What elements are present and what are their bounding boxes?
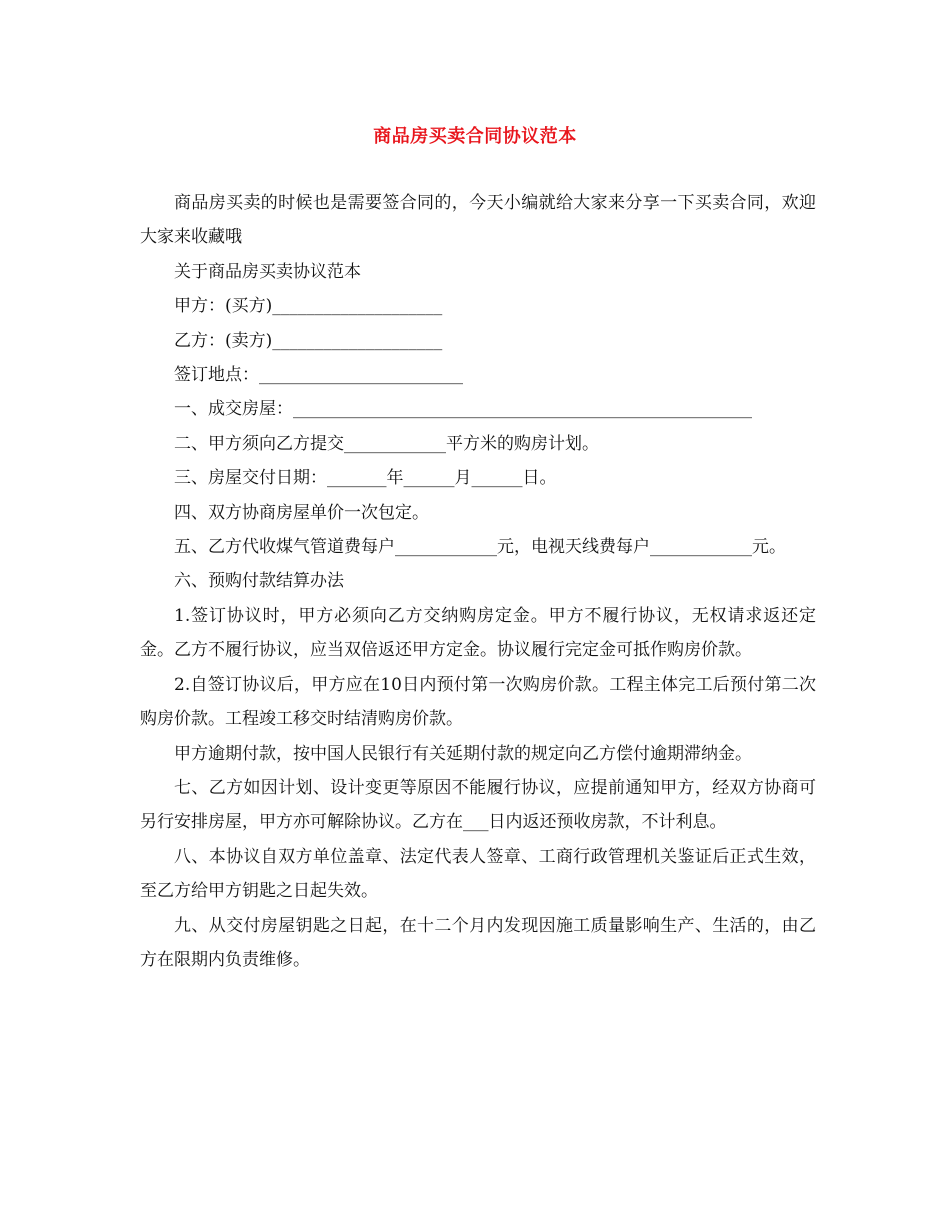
late-payment-paragraph: 甲方逾期付款，按中国人民银行有关延期付款的规定向乙方偿付逾期滞纳金。 xyxy=(174,743,752,764)
clause-2: 二、甲方须向乙方提交____________平方米的购房计划。 xyxy=(174,433,599,454)
clause-6-item-2: 2.自签订协议后，甲方应在10日内预付第一次购房价款。工程主体完工后预付第二次购房价款。工程竣工移交时结清购房价款。 xyxy=(140,674,816,730)
clause-6-item-1: 1.签订协议时，甲方必须向乙方交纳购房定金。甲方不履行协议，无权请求返还定金。乙方不履行协议，应当双倍返还甲方定金。协议履行完定金可抵作购房价款。 xyxy=(140,605,816,661)
clause-3: 三、房屋交付日期：_______年______月______日。 xyxy=(174,468,557,489)
signing-place-line: 签订地点：________________________ xyxy=(174,365,463,386)
intro-paragraph: 商品房买卖的时候也是需要签合同的，今天小编就给大家来分享一下买卖合同，欢迎大家来收藏哦 xyxy=(140,193,816,248)
clause-8: 八、本协议自双方单位盖章、法定代表人签章、工商行政管理机关鉴证后正式生效，至乙方给甲方钥匙之日起失效。 xyxy=(140,846,816,902)
clause-9: 九、从交付房屋钥匙之日起，在十二个月内发现因施工质量影响生产、生活的，由乙方在限期内负责维修。 xyxy=(140,915,816,970)
clause-4: 四、双方协商房屋单价一次包定。 xyxy=(174,502,429,523)
party-b-line: 乙方：(卖方)____________________ xyxy=(174,330,443,351)
document-body xyxy=(140,186,816,977)
clause-1: 一、成交房屋：______________________________________________________ xyxy=(174,399,752,420)
clause-6-heading: 六、预购付款结算办法 xyxy=(174,571,344,592)
clause-5: 五、乙方代收煤气管道费每户____________元，电视天线费每户____________元。 xyxy=(174,537,786,558)
party-a-line: 甲方：(买方)____________________ xyxy=(174,296,443,317)
clause-7: 七、乙方如因计划、设计变更等原因不能履行协议，应提前通知甲方，经双方协商可另行安排房屋，甲方亦可解除协议。乙方在___日内返还预收房款，不计利息。 xyxy=(140,777,816,833)
agreement-heading: 关于商品房买卖协议范本 xyxy=(174,261,361,282)
document-title: 商品房买卖合同协议范本 xyxy=(373,126,577,147)
